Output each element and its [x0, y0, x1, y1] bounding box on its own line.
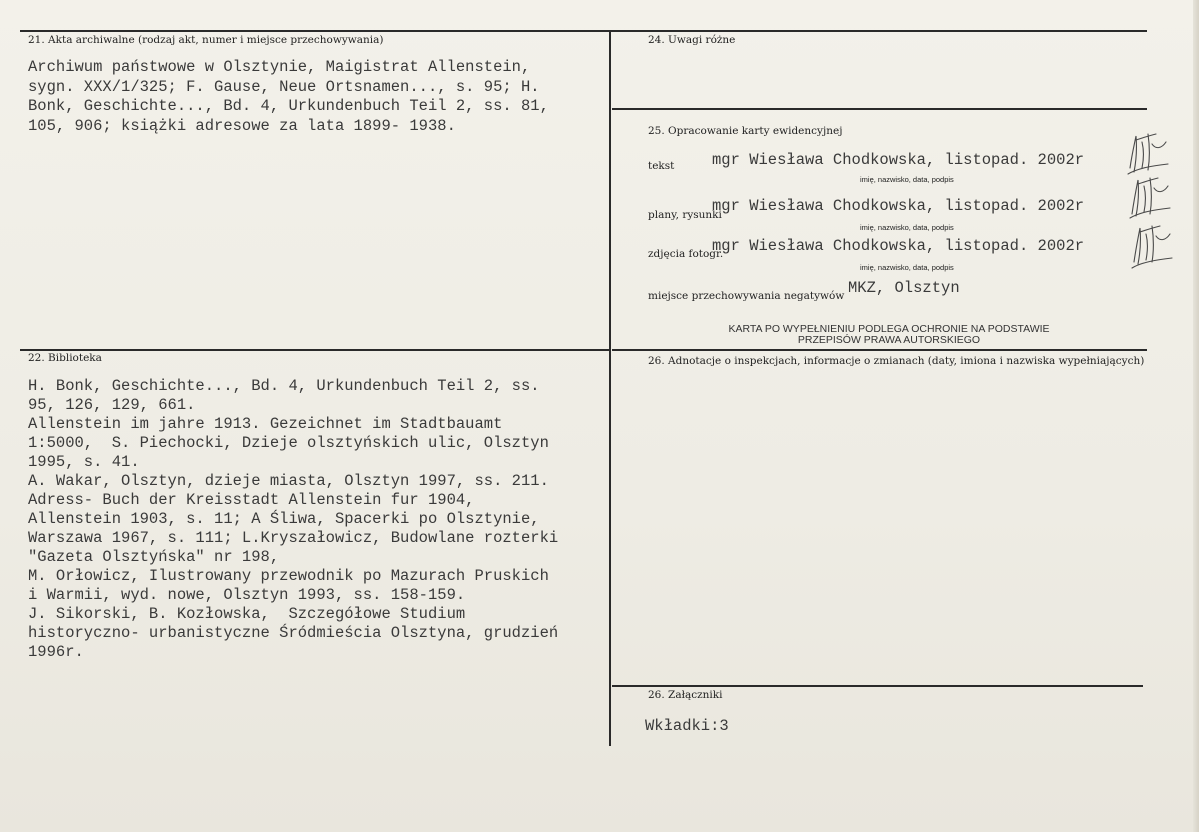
- copyright-notice-line2: PRZEPISÓW PRAWA AUTORSKIEGO: [797, 334, 981, 346]
- rule-25-26: [612, 349, 1147, 351]
- row-label-tekst: tekst: [648, 160, 675, 172]
- row-label-zdjecia: zdjęcia fotogr.: [648, 248, 724, 260]
- section-22-line: Allenstein im jahre 1913. Gezeichnet im Stadtbauamt: [28, 415, 503, 433]
- top-rule-left: [20, 30, 612, 32]
- section-22-line: 1:5000, S. Piechocki, Dzieje olsztyńskich ulic, Olsztyn: [28, 434, 549, 452]
- section-26-attachments-header: 26. Załączniki: [648, 689, 723, 701]
- section-22-line: historyczno- urbanistyczne Śródmieścia Olsztyna, grudzień: [28, 624, 559, 642]
- card-edge: [1193, 0, 1199, 832]
- section-22-line: Warszawa 1967, s. 111; L.Kryszałowicz, Budowlane rozterki: [28, 529, 559, 547]
- handwritten-signatures: [1122, 128, 1176, 274]
- section-22-line: 95, 126, 129, 661.: [28, 396, 196, 414]
- section-22-line: 1995, s. 41.: [28, 453, 140, 471]
- copyright-notice: [712, 324, 1066, 346]
- row-value-tekst: mgr Wiesława Chodkowska, listopad. 2002r: [712, 151, 1085, 169]
- section-22-header: 22. Biblioteka: [28, 352, 102, 364]
- section-22-line: 1996r.: [28, 643, 84, 661]
- section-21-line: sygn. XXX/1/325; F. Gause, Neue Ortsnamen..., s. 95; H.: [28, 77, 540, 96]
- section-24-header: 24. Uwagi różne: [648, 34, 736, 46]
- section-22-line: A. Wakar, Olsztyn, dzieje miasta, Olsztyn 1997, ss. 211.: [28, 472, 549, 490]
- center-divider: [609, 30, 611, 746]
- rule-21-22: [20, 349, 610, 351]
- caption-tekst: imię, nazwisko, data, podpis: [860, 175, 954, 184]
- section-26-annotations-header: 26. Adnotacje o inspekcjach, informacje o zmianach (daty, imiona i nazwiska wypełniających): [648, 355, 1145, 367]
- rule-24-25: [612, 108, 1147, 110]
- caption-zdjecia: imię, nazwisko, data, podpis: [860, 263, 954, 272]
- section-21-line: Bonk, Geschichte..., Bd. 4, Urkundenbuch Teil 2, ss. 81,: [28, 97, 549, 115]
- negatives-value: MKZ, Olsztyn: [848, 279, 960, 297]
- section-22-line: H. Bonk, Geschichte..., Bd. 4, Urkundenbuch Teil 2, ss.: [28, 377, 540, 395]
- section-25-header: 25. Opracowanie karty ewidencyjnej: [648, 125, 843, 137]
- top-rule-right: [612, 30, 1147, 32]
- section-22-line: M. Orłowicz, Ilustrowany przewodnik po Mazurach Pruskich: [28, 567, 549, 585]
- row-label-plany: plany, rysunki: [648, 209, 722, 221]
- row-value-zdjecia: mgr Wiesława Chodkowska, listopad. 2002r: [712, 237, 1085, 255]
- negatives-label: miejsce przechowywania negatywów: [648, 290, 845, 302]
- caption-plany: imię, nazwisko, data, podpis: [860, 223, 954, 232]
- section-22-line: J. Sikorski, B. Kozłowska, Szczegółowe Studium: [28, 605, 466, 623]
- section-22-line: i Warmii, wyd. nowe, Olsztyn 1993, ss. 158-159.: [28, 586, 466, 604]
- section-21-header: 21. Akta archiwalne (rodzaj akt, numer i miejsce przechowywania): [28, 34, 384, 46]
- section-22-line: Allenstein 1903, s. 11; A Śliwa, Spacerki po Olsztynie,: [28, 510, 540, 528]
- section-21-line: Archiwum państwowe w Olsztynie, Maigistrat Allenstein,: [28, 58, 531, 76]
- attachments-value: Wkładki:3: [645, 717, 729, 735]
- section-22-line: "Gazeta Olsztyńska" nr 198,: [28, 548, 280, 566]
- section-21-line: 105, 906; książki adresowe za lata 1899- 1938.: [28, 116, 456, 135]
- rule-26-zalaczniki: [612, 685, 1143, 687]
- section-22-line: Adress- Buch der Kreisstadt Allenstein fur 1904,: [28, 491, 475, 509]
- row-value-plany: mgr Wiesława Chodkowska, listopad. 2002r: [712, 197, 1085, 215]
- copyright-notice-line1: KARTA PO WYPEŁNIENIU PODLEGA OCHRONIE NA PODSTAWIE: [728, 323, 1050, 335]
